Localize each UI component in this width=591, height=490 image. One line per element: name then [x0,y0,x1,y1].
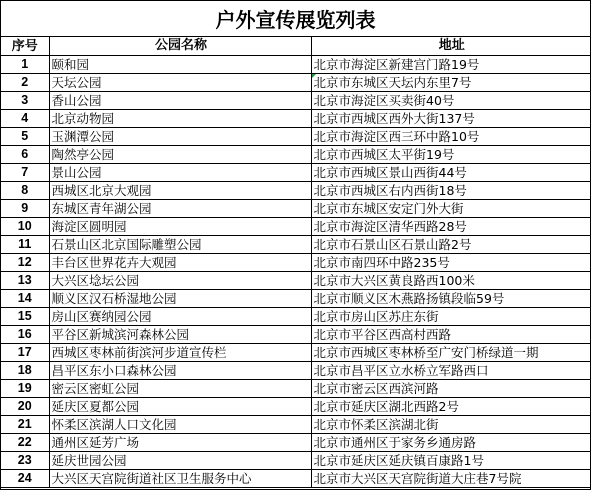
park-name-cell[interactable]: 延庆区夏都公园 [49,397,311,415]
table-row [1,325,590,343]
table-row [1,271,590,289]
row-number-cell[interactable]: 4 [1,109,49,127]
table-row [1,289,590,307]
address-cell[interactable]: 北京市东城区天坛内东里7号 [311,73,590,91]
table-row [1,109,590,127]
row-number-cell[interactable]: 11 [1,235,49,253]
row-number-cell[interactable]: 10 [1,217,49,235]
table-row [1,451,590,469]
row-number-cell[interactable]: 16 [1,325,49,343]
row-number-cell[interactable]: 6 [1,145,49,163]
row-number-cell[interactable]: 18 [1,361,49,379]
park-name-cell[interactable]: 海淀区圆明园 [49,217,311,235]
row-number-cell[interactable]: 1 [1,55,49,73]
row-number-cell[interactable]: 13 [1,271,49,289]
table-row [1,307,590,325]
address-cell[interactable]: 北京市房山区苏庄东街 [311,307,590,325]
header-no[interactable]: 序号 [1,37,49,55]
park-name-cell[interactable]: 东城区青年湖公园 [49,199,311,217]
row-number-cell[interactable]: 7 [1,163,49,181]
row-number-cell[interactable]: 17 [1,343,49,361]
table-row [1,361,590,379]
table-row [1,181,590,199]
park-name-cell[interactable]: 昌平区东小口森林公园 [49,361,311,379]
address-cell[interactable]: 北京市延庆区延庆镇百康路1号 [311,451,590,469]
table-row [1,253,590,271]
row-number-cell[interactable]: 23 [1,451,49,469]
row-number-cell[interactable]: 19 [1,379,49,397]
address-cell[interactable]: 北京市西城区太平街19号 [311,145,590,163]
address-cell[interactable]: 北京市海淀区买卖街40号 [311,91,590,109]
header-park[interactable]: 公园名称 [49,37,311,55]
park-name-cell[interactable]: 西城区枣林前街滨河步道宣传栏 [49,343,311,361]
park-name-cell[interactable]: 香山公园 [49,91,311,109]
park-name-cell[interactable]: 大兴区埝坛公园 [49,271,311,289]
table-row [1,145,590,163]
park-name-cell[interactable]: 怀柔区滨湖人口文化园 [49,415,311,433]
row-number-cell[interactable]: 15 [1,307,49,325]
address-cell[interactable]: 北京市昌平区立水桥立军路西口 [311,361,590,379]
table-row [1,343,590,361]
park-name-cell[interactable]: 天坛公园 [49,73,311,91]
address-cell[interactable]: 北京市平谷区西高村西路 [311,325,590,343]
address-cell[interactable]: 北京市西城区枣林桥至广安门桥绿道一期 [311,343,590,361]
row-number-cell[interactable]: 9 [1,199,49,217]
sheet-title[interactable]: 户外宣传展览列表 [1,1,590,37]
address-cell[interactable]: 北京市怀柔区滨湖北街 [311,415,590,433]
row-number-cell[interactable]: 8 [1,181,49,199]
row-number-cell[interactable]: 3 [1,91,49,109]
park-name-cell[interactable]: 大兴区天宫院街道社区卫生服务中心 [49,469,311,487]
table-row [1,415,590,433]
address-cell[interactable]: 北京市大兴区天宫院街道大庄巷7号院 [311,469,590,487]
park-name-cell[interactable]: 延庆世园公园 [49,451,311,469]
row-number-cell[interactable]: 12 [1,253,49,271]
table-row [1,235,590,253]
park-name-cell[interactable]: 丰台区世界花卉大观园 [49,253,311,271]
park-name-cell[interactable]: 通州区延芳广场 [49,433,311,451]
table-row [1,127,590,145]
address-cell[interactable]: 北京市石景山区石景山路2号 [311,235,590,253]
park-name-cell[interactable]: 平谷区新城滨河森林公园 [49,325,311,343]
park-name-cell[interactable]: 颐和园 [49,55,311,73]
park-name-cell[interactable]: 景山公园 [49,163,311,181]
park-name-cell[interactable]: 玉渊潭公园 [49,127,311,145]
address-cell[interactable]: 北京市顺义区木燕路扬镇段临59号 [311,289,590,307]
table-row [1,397,590,415]
park-name-cell[interactable]: 房山区赛纳园公园 [49,307,311,325]
park-name-cell[interactable]: 北京动物园 [49,109,311,127]
row-number-cell[interactable]: 14 [1,289,49,307]
address-cell[interactable]: 北京市西城区右内西街18号 [311,181,590,199]
address-cell[interactable]: 北京市西城区景山西街44号 [311,163,590,181]
row-number-cell[interactable]: 24 [1,469,49,487]
table-row [1,199,590,217]
address-cell[interactable]: 北京市海淀区新建宫门路19号 [311,55,590,73]
address-cell[interactable]: 北京市东城区安定门外大街 [311,199,590,217]
park-name-cell[interactable]: 陶然亭公园 [49,145,311,163]
address-cell[interactable]: 北京市西城区西外大街137号 [311,109,590,127]
table-row [1,469,590,487]
address-cell[interactable]: 北京市海淀区清华西路28号 [311,217,590,235]
header-address[interactable]: 地址 [311,37,590,55]
table-row [1,379,590,397]
park-name-cell[interactable]: 密云区密虹公园 [49,379,311,397]
table-row [1,73,590,91]
table-row [1,55,590,73]
park-name-cell[interactable]: 西城区北京大观园 [49,181,311,199]
address-cell[interactable]: 北京市密云区西滨河路 [311,379,590,397]
header-row [1,37,590,55]
park-name-cell[interactable]: 石景山区北京国际雕塑公园 [49,235,311,253]
table-row [1,433,590,451]
exhibition-table [1,37,590,488]
address-cell[interactable]: 北京市通州区于家务乡通房路 [311,433,590,451]
row-number-cell[interactable]: 5 [1,127,49,145]
table-row [1,91,590,109]
row-number-cell[interactable]: 22 [1,433,49,451]
row-number-cell[interactable]: 21 [1,415,49,433]
row-number-cell[interactable]: 2 [1,73,49,91]
table-row [1,217,590,235]
address-cell[interactable]: 北京市海淀区西三环中路10号 [311,127,590,145]
table-row [1,163,590,181]
park-name-cell[interactable]: 顺义区汉石桥湿地公园 [49,289,311,307]
address-cell[interactable]: 北京市延庆区湖北西路2号 [311,397,590,415]
row-number-cell[interactable]: 20 [1,397,49,415]
address-cell[interactable]: 北京市南四环中路235号 [311,253,590,271]
address-cell[interactable]: 北京市大兴区黄良路西100米 [311,271,590,289]
